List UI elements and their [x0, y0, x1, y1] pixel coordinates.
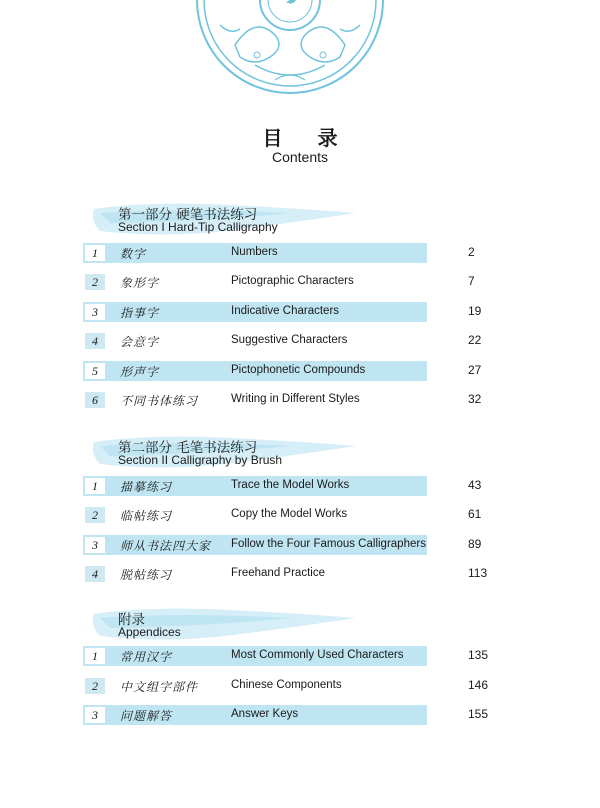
toc-entry[interactable] [83, 243, 583, 263]
entry-title-english: Copy the Model Works [231, 508, 348, 520]
entry-title-english: Trace the Model Works [231, 479, 350, 491]
entry-number: 4 [85, 333, 105, 349]
entry-page-number: 135 [468, 648, 489, 662]
entry-title-english: Numbers [231, 246, 278, 258]
section-title-english: Section I Hard-Tip Calligraphy [118, 220, 278, 234]
entry-title-english: Follow the Four Famous Calligraphers [231, 538, 426, 550]
entry-page-number: 61 [468, 507, 482, 521]
entry-page-number: 146 [468, 678, 489, 692]
entry-title-english: Chinese Components [231, 679, 342, 691]
section-title-english: Section II Calligraphy by Brush [118, 453, 283, 467]
entry-title-english: Writing in Different Styles [231, 393, 360, 405]
entry-title-english: Suggestive Characters [231, 334, 348, 346]
entry-title-chinese: 象形字 [120, 276, 160, 290]
entry-page-number: 27 [468, 363, 482, 377]
entry-title-english: Pictographic Characters [231, 275, 354, 287]
entry-title-english: Freehand Practice [231, 567, 325, 579]
toc-entry[interactable] [83, 476, 583, 496]
entry-number: 1 [85, 245, 105, 261]
entry-page-number: 19 [468, 304, 482, 318]
toc-entry[interactable] [83, 535, 583, 555]
entry-title-chinese: 临帖练习 [120, 509, 173, 523]
toc-entry[interactable] [83, 646, 583, 666]
entry-page-number: 32 [468, 392, 482, 406]
contents-title-english: Contents [271, 149, 329, 165]
entry-page-number: 22 [468, 333, 482, 347]
entry-page-number: 155 [468, 707, 489, 721]
section-title-chinese: 附录 [118, 612, 145, 628]
decorative-medallion [195, 0, 385, 95]
entry-number: 5 [85, 363, 105, 379]
toc-entry[interactable] [83, 505, 583, 525]
entry-title-english: Answer Keys [231, 708, 299, 720]
entry-title-chinese: 脱帖练习 [120, 568, 173, 582]
toc-entry[interactable] [83, 564, 583, 584]
section-title-chinese: 第二部分 毛笔书法练习 [118, 440, 258, 456]
entry-title-chinese: 中文组字部件 [120, 680, 199, 694]
entry-title-chinese: 描摹练习 [120, 480, 173, 494]
entry-number: 2 [85, 507, 105, 523]
entry-number: 1 [85, 478, 105, 494]
section-title-english: Appendices [118, 625, 181, 639]
entry-number: 3 [85, 537, 105, 553]
entry-page-number: 7 [468, 274, 475, 288]
section-title-chinese: 第一部分 硬笔书法练习 [118, 207, 258, 223]
entry-title-english: Indicative Characters [231, 305, 340, 317]
entry-title-english: Pictophonetic Compounds [231, 364, 366, 376]
toc-entry[interactable] [83, 361, 583, 381]
entry-title-chinese: 形声字 [120, 365, 160, 379]
entry-number: 6 [85, 392, 105, 408]
entry-page-number: 43 [468, 478, 482, 492]
toc-entry[interactable] [83, 331, 583, 351]
entry-title-english: Most Commonly Used Characters [231, 649, 404, 661]
entry-page-number: 89 [468, 537, 482, 551]
entry-number: 4 [85, 566, 105, 582]
entry-number: 1 [85, 648, 105, 664]
entry-page-number: 2 [468, 245, 475, 259]
entry-number: 3 [85, 707, 105, 723]
toc-entry[interactable] [83, 390, 583, 410]
entry-number: 3 [85, 304, 105, 320]
toc-entry[interactable] [83, 272, 583, 292]
entry-title-chinese: 常用汉字 [120, 650, 173, 664]
entry-page-number: 113 [468, 566, 488, 580]
entry-title-chinese: 师从书法四大家 [120, 539, 212, 553]
entry-title-chinese: 数字 [120, 247, 147, 261]
entry-number: 2 [85, 274, 105, 290]
entry-title-chinese: 不同书体练习 [120, 394, 199, 408]
entry-number: 2 [85, 678, 105, 694]
toc-entry[interactable] [83, 302, 583, 322]
entry-title-chinese: 会意字 [120, 335, 160, 349]
contents-title-chinese: 目 录 [262, 126, 352, 150]
entry-title-chinese: 指事字 [120, 306, 160, 320]
entry-title-chinese: 问题解答 [120, 709, 173, 723]
toc-entry[interactable] [83, 676, 583, 696]
toc-entry[interactable] [83, 705, 583, 725]
